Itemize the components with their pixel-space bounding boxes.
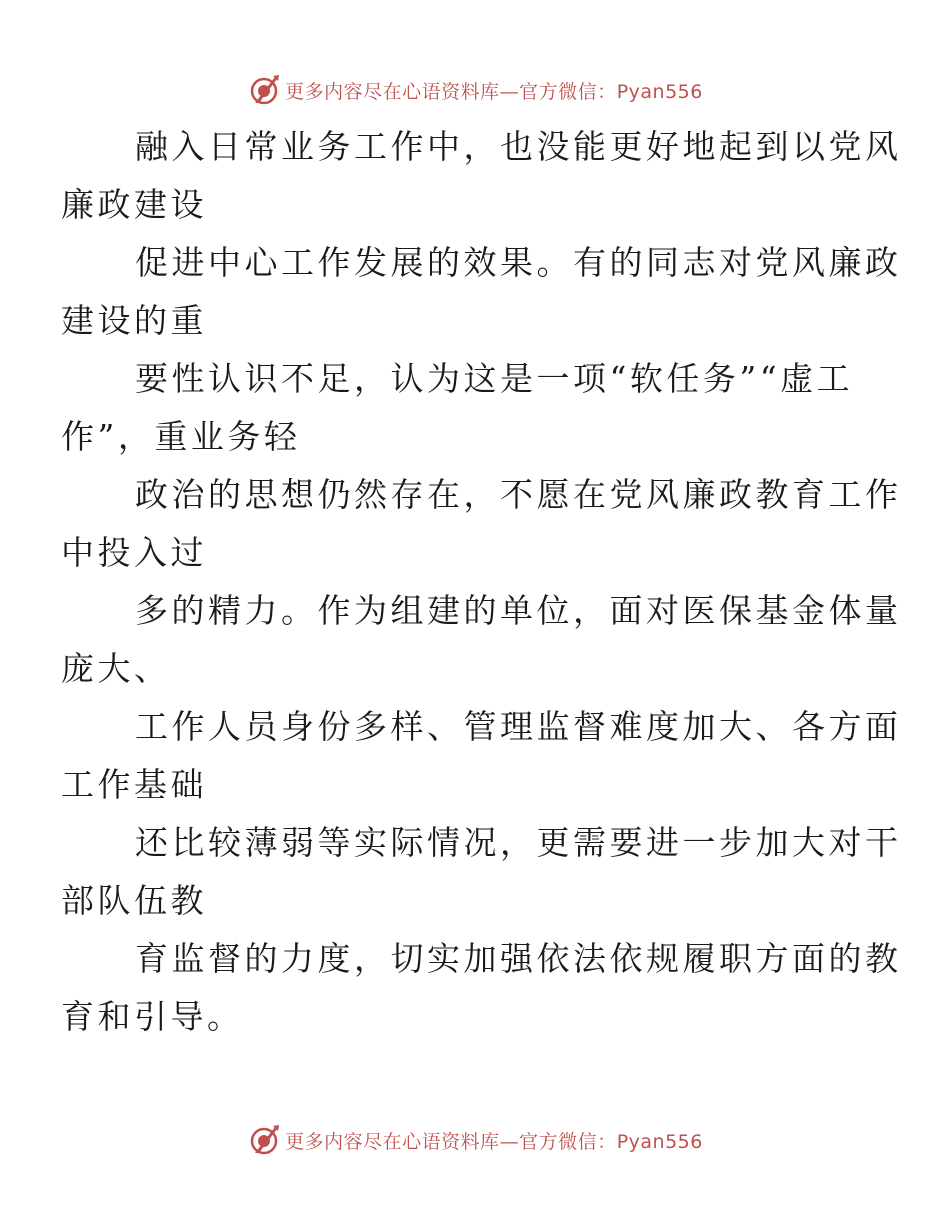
banner-text (285, 1127, 703, 1154)
paragraph (61, 234, 902, 350)
quill-logo-icon (247, 73, 281, 107)
banner-separator: — (499, 1130, 520, 1153)
paragraph (61, 814, 902, 930)
header-banner (0, 70, 950, 110)
paragraph-line: 政治的思想仍然存在，不愿在党风廉政教育工作 (135, 475, 902, 514)
paragraph-line: 育和引导。 (61, 997, 244, 1036)
paragraph (61, 466, 902, 582)
footer-banner (0, 1120, 950, 1160)
paragraph-line: 融入日常业务工作中，也没能更好地起到以党风 (135, 127, 902, 166)
paragraph-line: 建设的重 (61, 301, 207, 340)
paragraph (61, 582, 902, 698)
paragraph (61, 350, 858, 466)
banner-wechat-id: Pyan556 (616, 1130, 703, 1153)
paragraph-line: 多的精力。作为组建的单位，面对医保基金体量 (135, 591, 902, 630)
banner-wechat-label: 官方微信： (519, 80, 617, 103)
paragraph-line: 工作基础 (61, 765, 207, 804)
paragraph (61, 698, 902, 814)
banner-text (285, 77, 703, 104)
paragraph-line: 廉政建设 (61, 185, 207, 224)
paragraph-line: 中投入过 (61, 533, 207, 572)
banner-wechat-label: 官方微信： (519, 1130, 617, 1153)
banner-site-text: 更多内容尽在心语资料库 (285, 80, 500, 103)
paragraph (61, 118, 902, 234)
paragraph-line: 要性认识不足，认为这是一项“软任务”“虚工 (135, 359, 854, 398)
paragraph-line: 育监督的力度，切实加强依法依规履职方面的教 (135, 939, 902, 978)
document-body (61, 118, 902, 1046)
paragraph (61, 930, 902, 1046)
banner-site-text: 更多内容尽在心语资料库 (285, 1130, 500, 1153)
paragraph-line: 作”，重业务轻 (61, 417, 301, 456)
banner-separator: — (499, 80, 520, 103)
paragraph-line: 还比较薄弱等实际情况，更需要进一步加大对干 (135, 823, 902, 862)
banner-wechat-id: Pyan556 (616, 80, 703, 103)
paragraph-line: 庞大、 (61, 649, 171, 688)
paragraph-line: 促进中心工作发展的效果。有的同志对党风廉政 (135, 243, 902, 282)
paragraph-line: 工作人员身份多样、管理监督难度加大、各方面 (135, 707, 902, 746)
paragraph-line: 部队伍教 (61, 881, 207, 920)
quill-logo-icon (247, 1123, 281, 1157)
